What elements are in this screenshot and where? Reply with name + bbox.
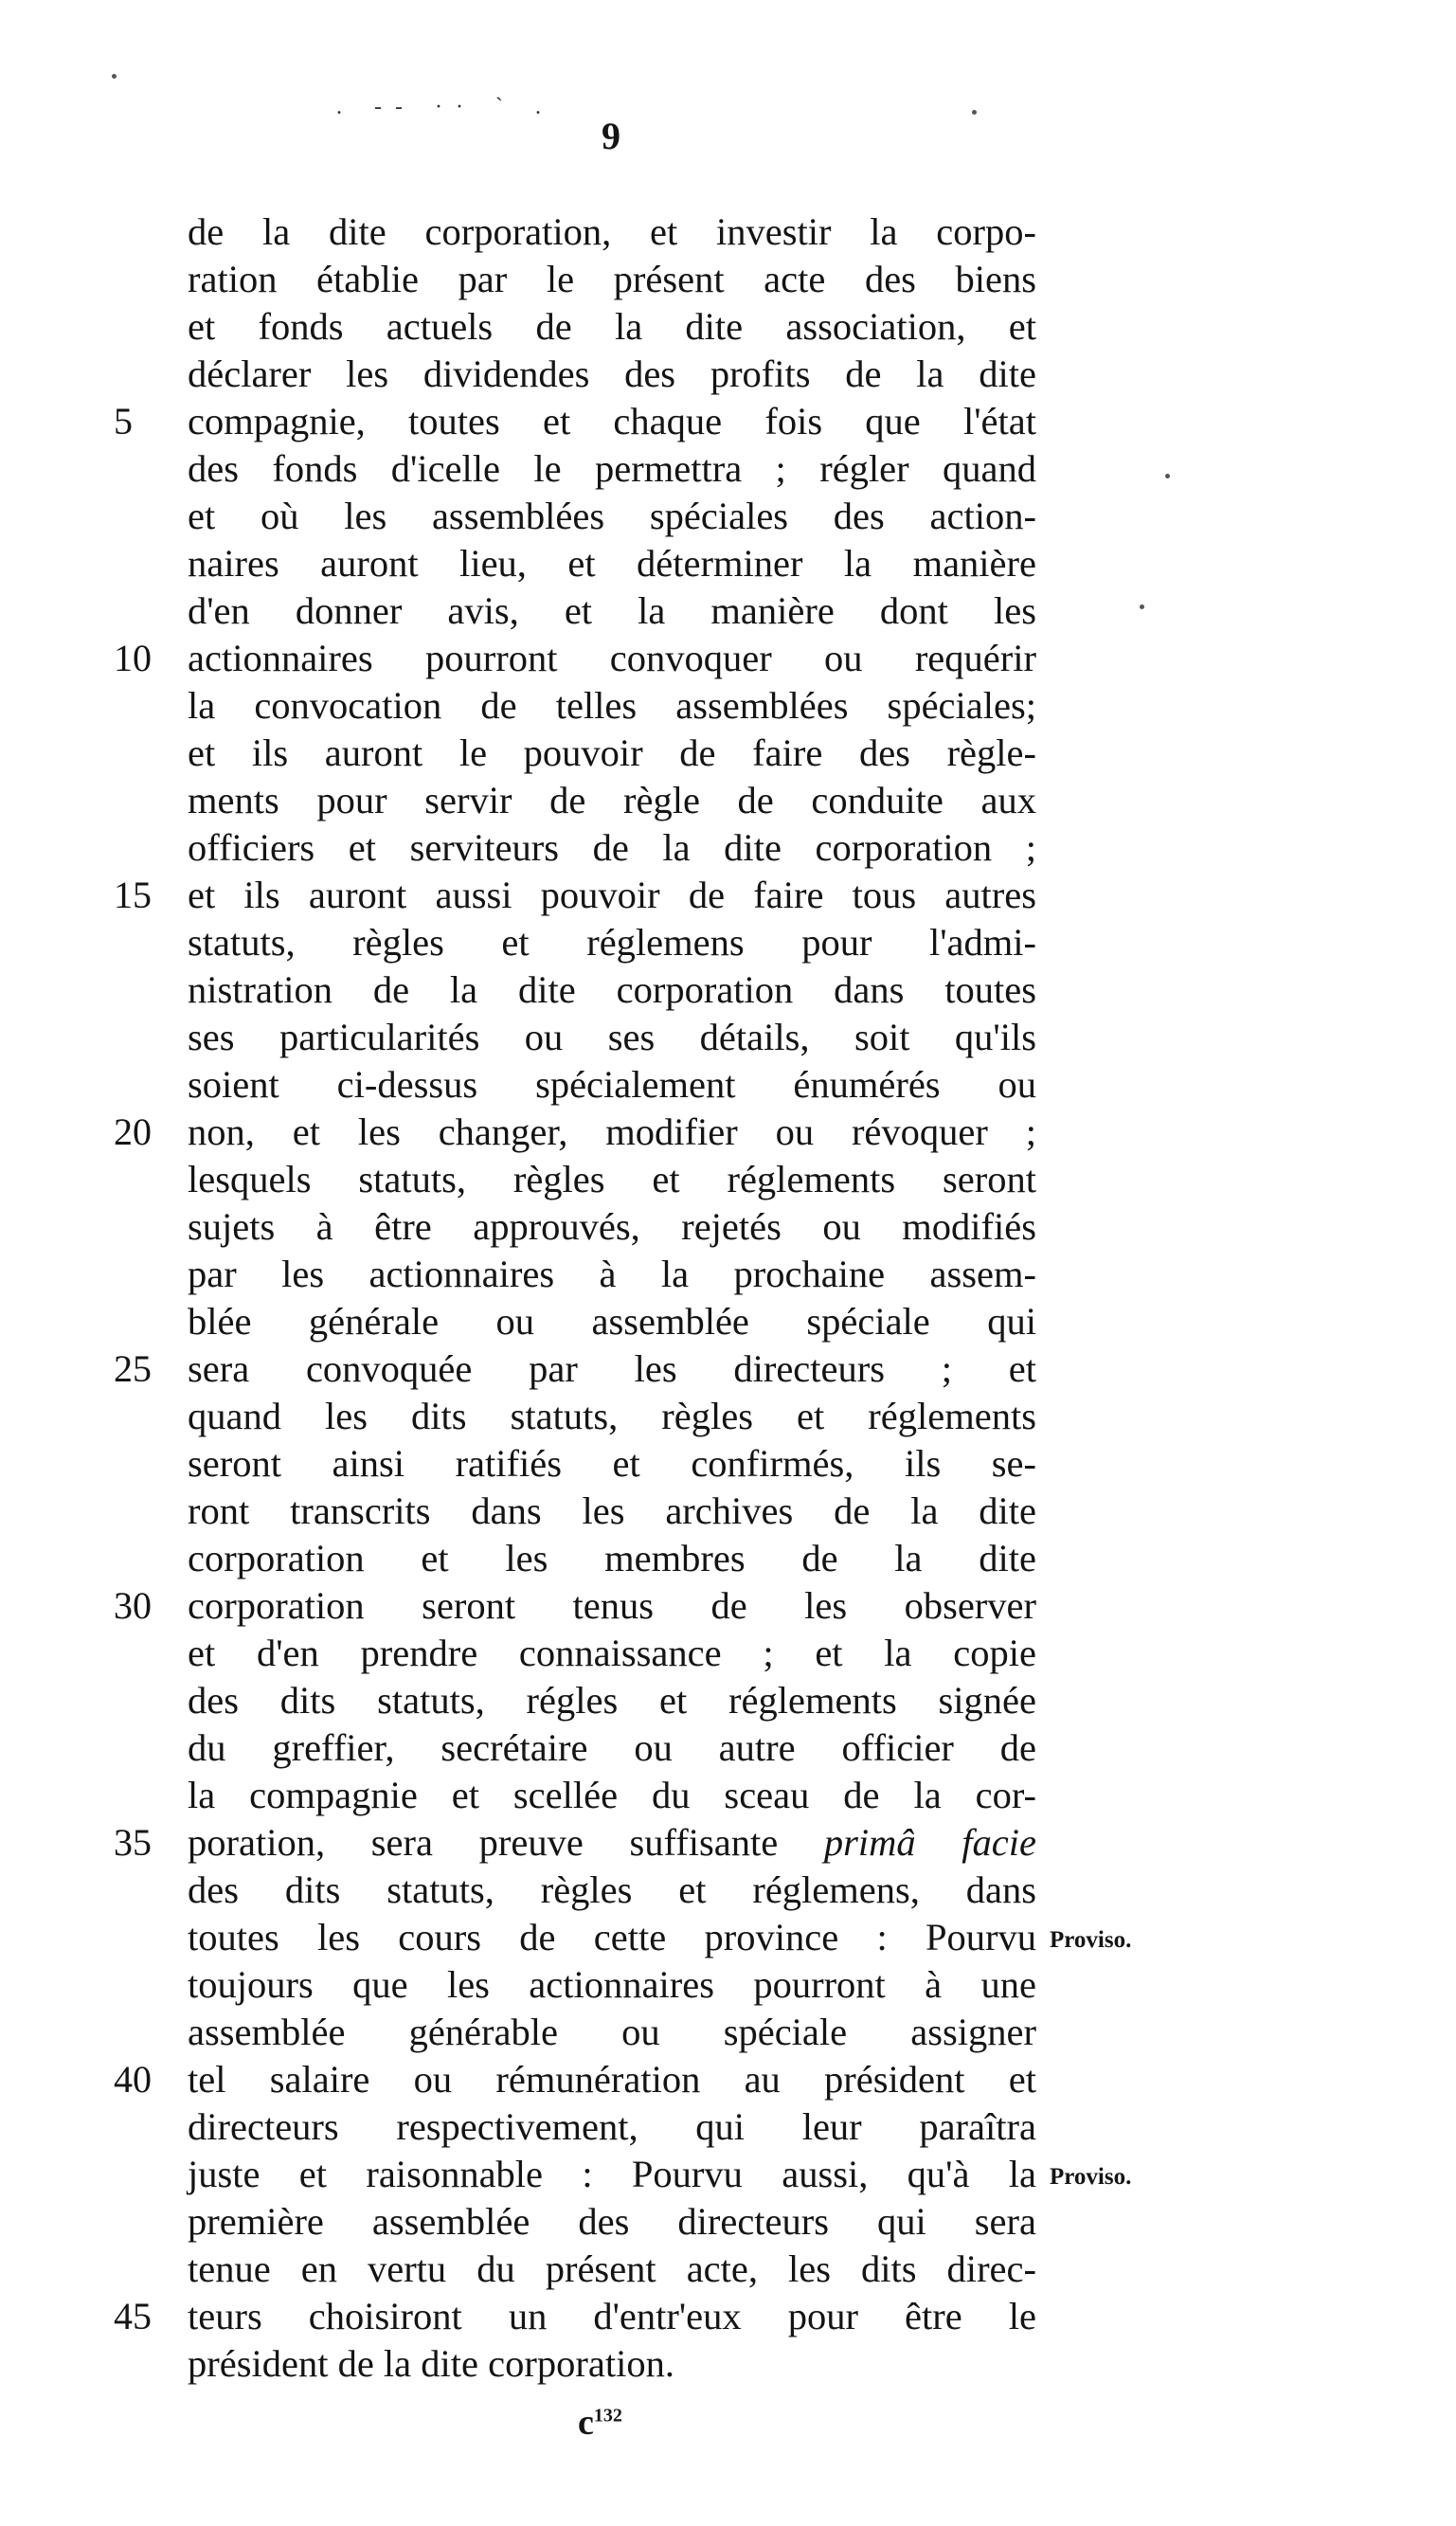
line-text: soient ci-dessus spécialement énumérés ou	[188, 1063, 1036, 1106]
text-line	[188, 2103, 1036, 2151]
line-text: lesquels statuts, règles et réglements seront	[188, 1158, 1036, 1200]
line-text: et ils auront le pouvoir de faire des règle-	[188, 731, 1036, 774]
line-text: ses particularités ou ses détails, soit qu'ils	[188, 1016, 1036, 1058]
body-text	[114, 208, 1037, 2388]
line-text: la compagnie et scellée du sceau de la cor-	[188, 1774, 1036, 1816]
line-text: d'en donner avis, et la manière dont les	[188, 589, 1036, 632]
page-number: 9	[602, 115, 620, 157]
line-number: 20	[114, 1110, 152, 1153]
line-text: et ils auront aussi pouvoir de faire tous autres	[188, 874, 1036, 916]
line-text: ront transcrits dans les archives de la dite	[188, 1489, 1036, 1532]
text-line	[188, 824, 1036, 872]
text-line	[188, 493, 1036, 540]
text-line	[188, 1298, 1036, 1345]
line-text: du greffier, secrétaire ou autre officier de	[188, 1726, 1036, 1769]
text-line	[114, 398, 1036, 445]
text-line	[188, 587, 1036, 635]
line-number: 10	[114, 637, 152, 679]
text-line	[188, 1203, 1036, 1251]
text-line	[114, 1819, 1037, 1867]
text-line	[188, 1535, 1036, 1582]
line-number: 15	[114, 874, 152, 916]
text-line	[188, 966, 1036, 1014]
text-line	[188, 1393, 1036, 1440]
line-text: blée générale ou assemblée spéciale qui	[188, 1300, 1036, 1343]
text-line	[188, 351, 1036, 398]
line-text: et d'en prendre connaissance ; et la copie	[188, 1632, 1036, 1674]
line-text: naires auront lieu, et déterminer la manière	[188, 542, 1036, 585]
margin-note-proviso: Proviso.	[1050, 1927, 1132, 1953]
text-line	[188, 445, 1036, 493]
line-text: sera convoquée par les directeurs ; et	[188, 1347, 1036, 1390]
text-line	[188, 540, 1036, 587]
line-text: seront ainsi ratifiés et confirmés, ils se-	[188, 1442, 1036, 1485]
text-line	[114, 1345, 1036, 1393]
text-line	[188, 1914, 1036, 1961]
stray-dot	[972, 110, 977, 115]
line-text: directeurs respectivement, qui leur paraîtra	[188, 2105, 1036, 2148]
text-line	[114, 872, 1036, 919]
line-text: corporation seront tenus de les observer	[188, 1584, 1036, 1627]
line-text: ments pour servir de règle de conduite aux	[188, 779, 1036, 821]
text-line	[114, 1109, 1036, 1156]
text-line	[188, 777, 1036, 824]
margin-note-proviso: Proviso.	[1050, 2164, 1132, 2190]
line-text: teurs choisiront un d'entr'eux pour être le	[188, 2295, 1036, 2337]
text-line	[188, 2009, 1036, 2056]
line-text: juste et raisonnable : Pourvu aussi, qu'à la	[188, 2153, 1036, 2195]
text-line	[114, 635, 1036, 682]
text-line	[188, 1867, 1036, 1914]
text-line	[188, 2246, 1036, 2293]
line-text: officiers et serviteurs de la dite corporation ;	[188, 826, 1036, 869]
line-text: la convocation de telles assemblées spéciales;	[188, 684, 1036, 727]
line-text: président de la dite corporation.	[188, 2342, 674, 2385]
line-text: et où les assemblées spéciales des action-	[188, 495, 1036, 537]
line-text: tel salaire ou rémunération au président et	[188, 2058, 1036, 2101]
line-number: 25	[114, 1347, 152, 1390]
line-text: compagnie, toutes et chaque fois que l'état	[188, 400, 1036, 442]
line-text: et fonds actuels de la dite association, et	[188, 305, 1036, 348]
text-line	[188, 1488, 1036, 1535]
line-number: 5	[114, 400, 133, 442]
line-text: nistration de la dite corporation dans toutes	[188, 968, 1036, 1011]
line-text: sujets à être approuvés, rejetés ou modifiés	[188, 1205, 1036, 1248]
line-text: première assemblée des directeurs qui sera	[188, 2200, 1036, 2243]
signature-letter: c	[578, 2403, 594, 2443]
line-text: toutes les cours de cette province : Pourvu	[188, 1916, 1036, 1958]
line-text: quand les dits statuts, règles et réglements	[188, 1395, 1036, 1437]
text-line	[188, 2198, 1036, 2246]
line-text: ration établie par le présent acte des biens	[188, 258, 1036, 300]
line-text: par les actionnaires à la prochaine assem-	[188, 1253, 1036, 1295]
text-line	[188, 1061, 1036, 1109]
printing-specks: . -- ·· ` .	[336, 95, 554, 119]
text-line	[188, 1724, 1036, 1772]
text-line	[188, 1772, 1036, 1819]
stray-dot	[1140, 604, 1144, 609]
line-text: toujours que les actionnaires pourront à une	[188, 1963, 1036, 2006]
text-line	[188, 1156, 1036, 1203]
text-line	[188, 1961, 1036, 2009]
text-line	[114, 2293, 1036, 2340]
line-text: poration, sera preuve suffisante primâ facie	[188, 1821, 1037, 1864]
text-line	[188, 1630, 1036, 1677]
text-line	[188, 1014, 1036, 1061]
text-line	[188, 1251, 1036, 1298]
text-line	[188, 682, 1036, 730]
line-number: 35	[114, 1821, 152, 1864]
line-text: non, et les changer, modifier ou révoquer ;	[188, 1110, 1036, 1153]
line-text: tenue en vertu du présent acte, les dits direc-	[188, 2247, 1036, 2290]
signature-superscript: 132	[593, 2405, 622, 2427]
text-line	[188, 2151, 1036, 2198]
line-text: des dits statuts, régles et réglements signée	[188, 1679, 1036, 1722]
text-line	[188, 303, 1036, 351]
line-number: 40	[114, 2058, 152, 2101]
signature-mark	[578, 2402, 622, 2444]
text-line	[114, 2056, 1036, 2103]
text-line	[188, 256, 1036, 303]
text-line	[188, 2340, 1036, 2388]
text-line	[188, 1440, 1036, 1488]
line-text: assemblée générable ou spéciale assigner	[188, 2011, 1036, 2053]
text-line	[188, 208, 1036, 256]
line-text: corporation et les membres de la dite	[188, 1537, 1036, 1579]
line-text: actionnaires pourront convoquer ou requérir	[188, 637, 1036, 679]
text-line	[114, 1582, 1036, 1630]
stray-dot	[1165, 474, 1170, 478]
line-text: des fonds d'icelle le permettra ; régler quand	[188, 447, 1036, 490]
stray-dot	[112, 74, 117, 79]
line-number: 30	[114, 1584, 152, 1627]
text-line	[188, 1677, 1036, 1724]
line-text: de la dite corporation, et investir la corpo-	[188, 210, 1036, 253]
text-line	[188, 730, 1036, 777]
text-line	[188, 919, 1036, 966]
line-text: des dits statuts, règles et réglemens, dans	[188, 1868, 1036, 1911]
line-text: déclarer les dividendes des profits de la dite	[188, 352, 1036, 395]
line-number: 45	[114, 2295, 152, 2337]
line-text: statuts, règles et réglemens pour l'admi-	[188, 921, 1036, 964]
